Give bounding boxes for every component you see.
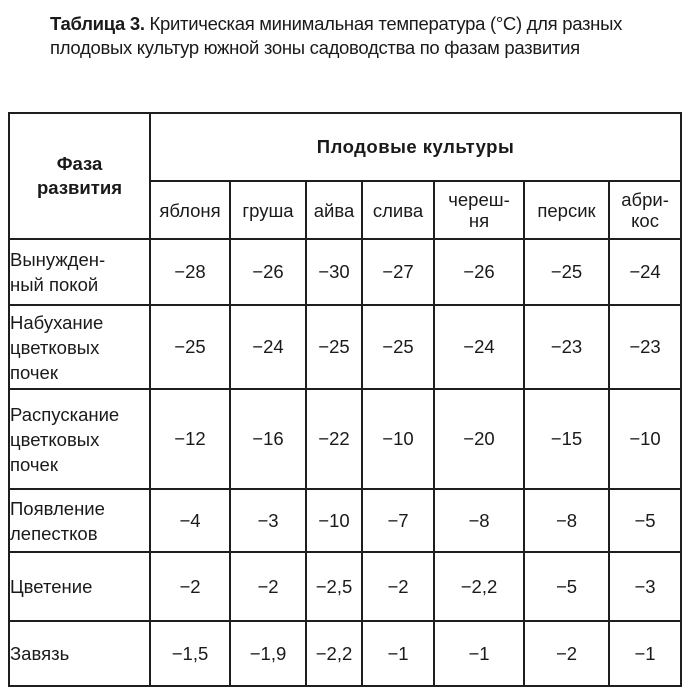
crop-name: череш- ня xyxy=(448,189,510,231)
temperature-cell: −2,5 xyxy=(306,552,362,621)
crop-header-cell xyxy=(609,181,681,239)
temperature-cell: −15 xyxy=(524,389,609,489)
temperature-cell: −24 xyxy=(434,305,524,389)
crop-header-cell xyxy=(230,181,306,239)
temperature-cell: −10 xyxy=(306,489,362,552)
temperature-cell: −28 xyxy=(150,239,230,305)
phase-column-header xyxy=(9,113,150,239)
temperature-cell: −25 xyxy=(150,305,230,389)
temperature-cell: −25 xyxy=(524,239,609,305)
phase-cell: Завязь xyxy=(9,621,150,686)
temperature-cell: −20 xyxy=(434,389,524,489)
phase-header-text: Фаза развития xyxy=(37,153,122,198)
crop-name: айва xyxy=(313,199,355,221)
temperature-cell: −2 xyxy=(150,552,230,621)
crop-header-cell xyxy=(524,181,609,239)
temperature-cell: −1 xyxy=(362,621,434,686)
critical-temperature-table xyxy=(8,112,682,687)
caption-label: Таблица 3. xyxy=(50,13,145,34)
crop-header-cell xyxy=(362,181,434,239)
temperature-cell: −26 xyxy=(434,239,524,305)
temperature-cell: −2,2 xyxy=(306,621,362,686)
temperature-cell: −8 xyxy=(524,489,609,552)
temperature-cell: −25 xyxy=(306,305,362,389)
table-caption xyxy=(50,12,680,60)
phase-cell: Набухание цветковых почек xyxy=(9,305,150,389)
temperature-cell: −25 xyxy=(362,305,434,389)
temperature-cell: −4 xyxy=(150,489,230,552)
temperature-cell: −12 xyxy=(150,389,230,489)
temperature-cell: −5 xyxy=(609,489,681,552)
crop-header-cell xyxy=(306,181,362,239)
phase-cell: Распускание цветковых почек xyxy=(9,389,150,489)
crop-name: персик xyxy=(537,199,596,221)
temperature-cell: −24 xyxy=(609,239,681,305)
temperature-cell: −1 xyxy=(609,621,681,686)
crop-name: груша xyxy=(242,199,294,221)
table-row xyxy=(9,621,681,686)
table-row xyxy=(9,552,681,621)
temperature-cell: −24 xyxy=(230,305,306,389)
phase-cell: Цветение xyxy=(9,552,150,621)
table-row xyxy=(9,239,681,305)
temperature-cell: −23 xyxy=(524,305,609,389)
temperature-cell: −2 xyxy=(362,552,434,621)
phase-cell: Вынужден- ный покой xyxy=(9,239,150,305)
temperature-cell: −3 xyxy=(609,552,681,621)
table-body xyxy=(9,239,681,686)
crop-name: яблоня xyxy=(159,199,221,221)
temperature-cell: −30 xyxy=(306,239,362,305)
temperature-cell: −1,5 xyxy=(150,621,230,686)
temperature-cell: −2,2 xyxy=(434,552,524,621)
crop-name: абри- кос xyxy=(621,189,669,231)
temperature-cell: −22 xyxy=(306,389,362,489)
cultures-header: Плодовые культуры xyxy=(150,113,681,181)
table-row xyxy=(9,389,681,489)
temperature-cell: −2 xyxy=(524,621,609,686)
temperature-cell: −26 xyxy=(230,239,306,305)
temperature-cell: −1,9 xyxy=(230,621,306,686)
temperature-cell: −2 xyxy=(230,552,306,621)
temperature-cell: −16 xyxy=(230,389,306,489)
table-row xyxy=(9,489,681,552)
phase-cell: Появление лепестков xyxy=(9,489,150,552)
crop-header-cell xyxy=(150,181,230,239)
temperature-cell: −3 xyxy=(230,489,306,552)
temperature-cell: −7 xyxy=(362,489,434,552)
temperature-cell: −8 xyxy=(434,489,524,552)
temperature-cell: −23 xyxy=(609,305,681,389)
temperature-cell: −27 xyxy=(362,239,434,305)
temperature-cell: −5 xyxy=(524,552,609,621)
temperature-cell: −10 xyxy=(609,389,681,489)
crop-header-cell xyxy=(434,181,524,239)
table-row xyxy=(9,305,681,389)
crop-name: слива xyxy=(372,199,424,221)
caption-text: Критическая минимальная температура (°С) для разных плодовых культур южной зоны садоводства по фазам развития xyxy=(50,13,623,58)
temperature-cell: −10 xyxy=(362,389,434,489)
temperature-cell: −1 xyxy=(434,621,524,686)
